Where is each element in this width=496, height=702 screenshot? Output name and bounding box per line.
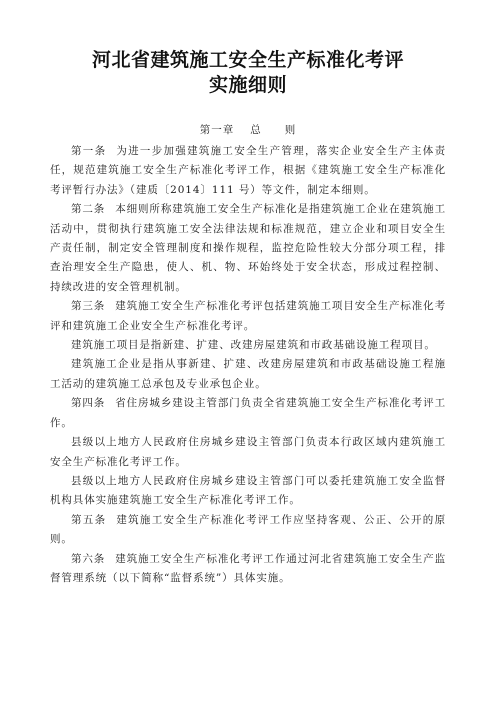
article-number: 第四条 <box>71 397 106 410</box>
paragraph <box>50 355 446 394</box>
chapter-heading <box>50 122 446 138</box>
paragraph-text: 为进一步加强建筑施工安全生产管理，落实企业安全生产主体责任，规范建筑施工安全生产标准化考评工作，根据《建筑施工安全生产标准化考评暂行办法》（建质〔2014〕111 号）等文件，制定本细则。 <box>50 145 446 196</box>
article-number: 第六条 <box>71 552 106 565</box>
title-line-1: 河北省建筑施工安全生产标准化考评 <box>91 49 404 71</box>
paragraph-text: 建筑施工项目是指新建、扩建、改建房屋建筑和市政基础设施工程项目。 <box>71 339 436 352</box>
paragraph-text: 建筑施工安全生产标准化考评工作应坚持客观、公正、公开的原则。 <box>50 513 446 546</box>
paragraph <box>50 472 446 511</box>
paragraph-text: 县级以上地方人民政府住房城乡建设主管部门负责本行政区域内建筑施工安全生产标准化考评工作。 <box>50 436 446 468</box>
article-number: 第三条 <box>71 300 106 313</box>
paragraph <box>50 200 446 297</box>
paragraph <box>50 511 446 550</box>
paragraph-text: 县级以上地方人民政府住房城乡建设主管部门可以委托建筑施工安全监督机构具体实施建筑施工安全生产标准化考评工作。 <box>50 474 446 507</box>
document-title <box>50 48 446 98</box>
paragraph-text: 建筑施工安全生产标准化考评工作通过河北省建筑施工安全生产监督管理系统（以下简称“监督系统”）具体实施。 <box>50 552 446 584</box>
chapter-number: 第一章 <box>199 124 235 136</box>
paragraph <box>50 297 446 336</box>
paragraph <box>50 433 446 472</box>
paragraph <box>50 142 446 200</box>
article-number: 第二条 <box>71 203 106 216</box>
paragraph <box>50 550 446 589</box>
paragraph-text: 本细则所称建筑施工安全生产标准化是指建筑施工企业在建筑施工活动中，贯彻执行建筑施工安全法律法规和标准规范，建立企业和项目安全生产责任制，制定安全管理制度和操作规程，监控危险性较大分部分项工程，排查治理安全生产隐患，使人、机、物、环始终处于安全状态，形成过程控制、持续改进的安全管理机制。 <box>50 203 446 293</box>
paragraph-text: 省住房城乡建设主管部门负责全省建筑施工安全生产标准化考评工作。 <box>50 397 446 429</box>
document-body <box>50 142 446 588</box>
paragraph-text: 建筑施工企业是指从事新建、扩建、改建房屋建筑和市政基础设施工程施工活动的建筑施工总承包及专业承包企业。 <box>50 358 446 390</box>
chapter-name: 总 则 <box>250 124 297 136</box>
paragraph-text: 建筑施工安全生产标准化考评包括建筑施工项目安全生产标准化考评和建筑施工企业安全生产标准化考评。 <box>50 300 446 332</box>
paragraph <box>50 336 446 355</box>
paragraph <box>50 394 446 433</box>
article-number: 第一条 <box>71 145 107 157</box>
title-line-2: 实施细则 <box>208 74 287 96</box>
article-number: 第五条 <box>71 513 107 526</box>
